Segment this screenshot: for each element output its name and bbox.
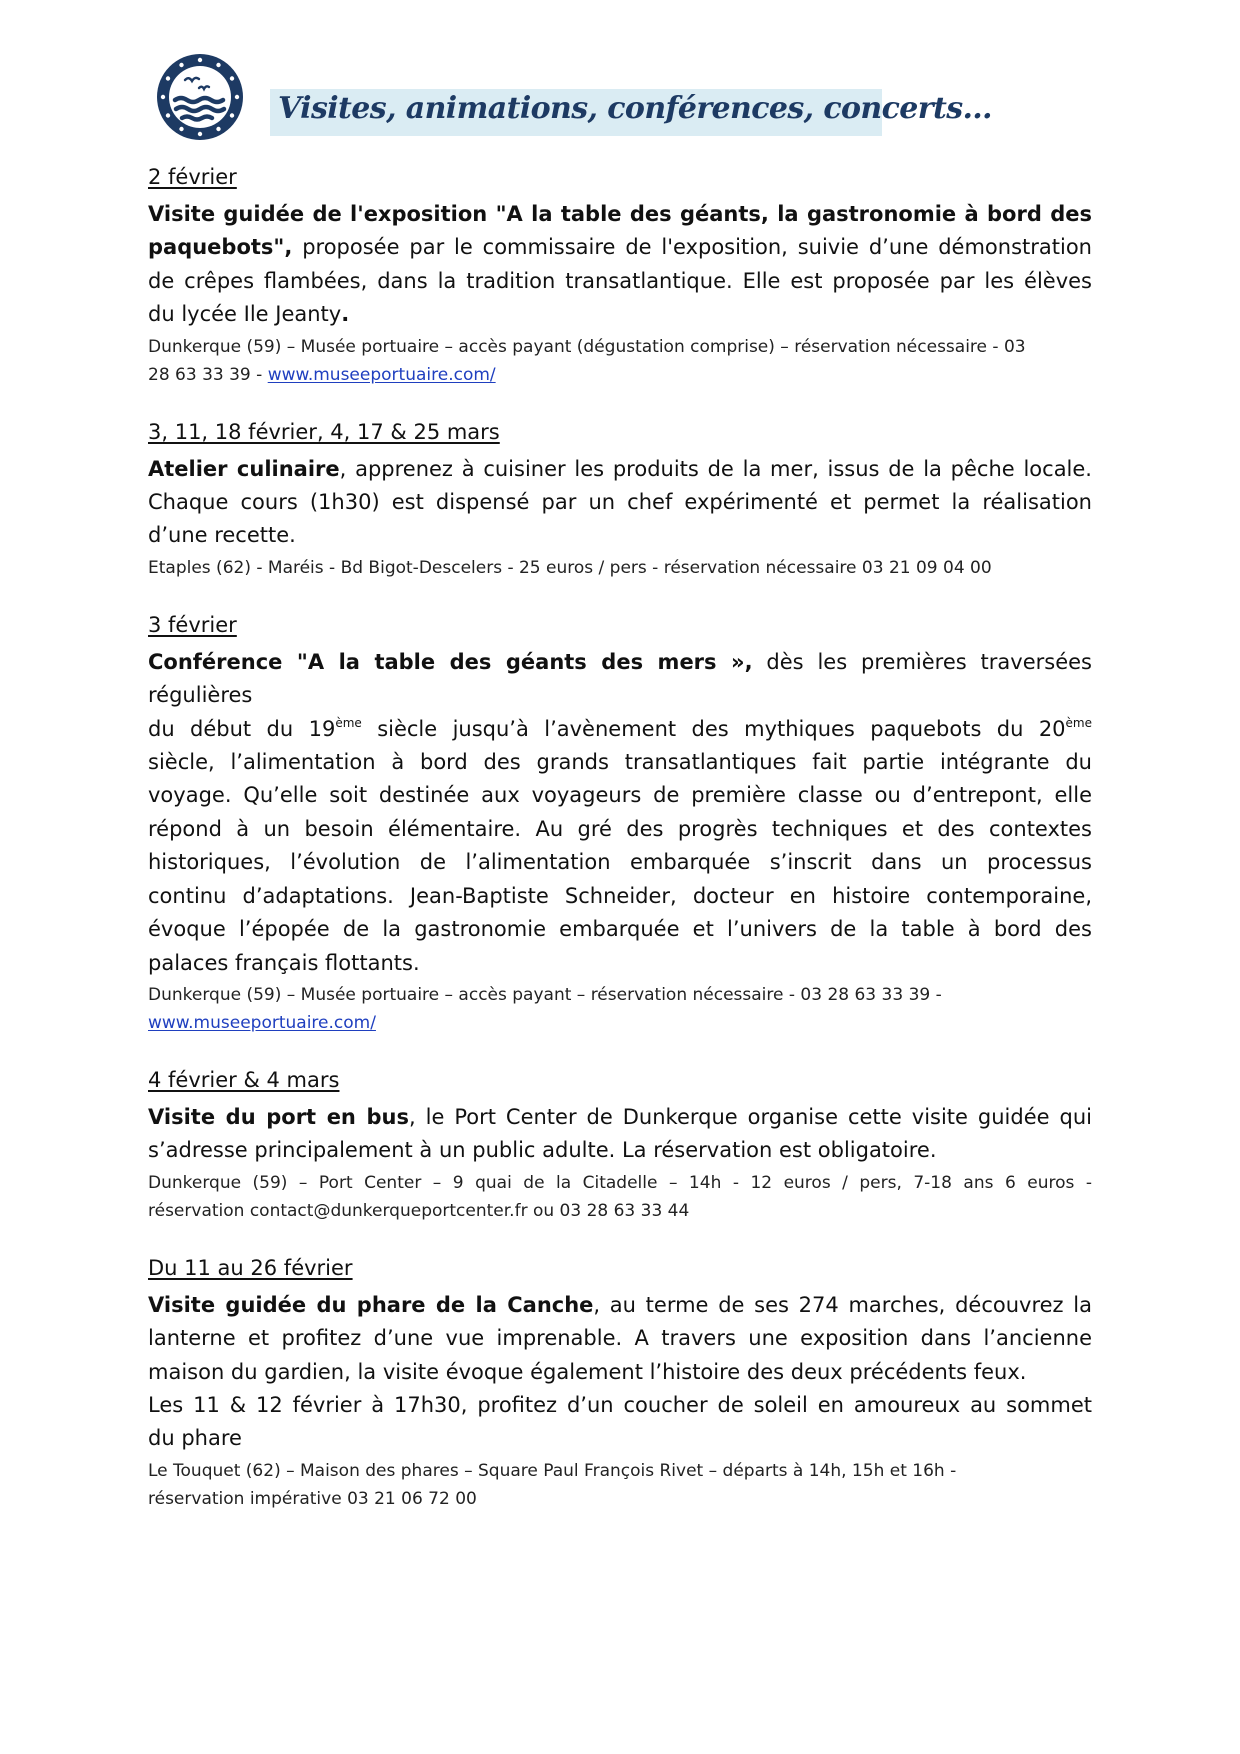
description-line (148, 880, 1092, 913)
description-line (148, 646, 1092, 713)
event-date: 2 février (148, 165, 237, 189)
event-title: Atelier culinaire (148, 456, 340, 481)
description-line (148, 746, 1092, 779)
description-text: Chaque cours (1h30) est dispensé par un chef expérimenté et permet la réalisation (148, 490, 1092, 515)
description-line (148, 713, 1092, 746)
description-line (148, 1422, 1092, 1455)
description-text: s’adresse principalement à un public adulte. La réservation est obligatoire. (148, 1138, 937, 1163)
porthole-logo-icon (155, 52, 245, 142)
superscript: ème (1065, 715, 1093, 730)
location-text: réservation impérative 03 21 06 72 00 (148, 1488, 477, 1509)
event-location-info (148, 1198, 1092, 1224)
section-spacer (148, 581, 1092, 608)
website-link[interactable]: www.museeportuaire.com/ (267, 364, 496, 385)
event-location-info (148, 1170, 1092, 1196)
description-text: de crêpes flambées, dans la tradition transatlantique. Elle est proposée par les élèves (148, 268, 1092, 293)
description-line (148, 913, 1092, 946)
description-line (148, 846, 1092, 879)
event-title: Visite guidée du phare de la Canche (148, 1292, 594, 1317)
description-text: siècle, l’alimentation à bord des grands transatlantiques fait partie intégrante du (148, 750, 1092, 775)
description-text: du phare (148, 1426, 242, 1451)
event-item (148, 1251, 1092, 1512)
description-text: du début du 19 (148, 716, 336, 741)
description-text: proposée par le commissaire de l'exposition, suivie d’une démonstration (292, 235, 1092, 260)
superscript: ème (335, 715, 362, 730)
section-spacer (148, 388, 1092, 415)
location-text: 28 63 33 39 - (148, 364, 268, 385)
description-text: siècle jusqu’à l’avènement des mythiques paquebots du 20 (361, 716, 1066, 741)
event-item (148, 160, 1092, 388)
description-text: Les 11 & 12 février à 17h30, profitez d’un coucher de soleil en amoureux au sommet (148, 1392, 1092, 1417)
event-description (148, 1101, 1092, 1168)
event-date: Du 11 au 26 février (148, 1255, 353, 1280)
event-location-info (148, 555, 1092, 581)
event-location-info (148, 362, 1092, 388)
events-list (148, 160, 1092, 1512)
description-line (148, 1134, 1092, 1167)
event-title: . (341, 302, 350, 327)
location-text: Etaples (62) - Maréis - Bd Bigot-Descelers - 25 euros / pers - réservation nécessaire 03 21 09 04 00 (148, 557, 992, 578)
location-text: Dunkerque (59) – Musée portuaire – accès payant – réservation nécessaire - 03 28 63 33 39 - (148, 984, 942, 1005)
description-text: d’une recette. (148, 523, 296, 548)
event-date: 4 février & 4 mars (148, 1067, 340, 1092)
description-line (148, 1356, 1092, 1389)
description-line (148, 1322, 1092, 1355)
location-text: réservation contact@dunkerqueportcenter.fr ou 03 28 63 33 44 (148, 1200, 690, 1221)
location-text: Dunkerque (59) – Port Center – 9 quai de la Citadelle – 14h - 12 euros / pers, 7-18 ans 6 euros - (148, 1172, 1092, 1193)
description-text: palaces français flottants. (148, 950, 420, 975)
description-text: lanterne et profitez d’une vue imprenable. A travers une exposition dans l’ancienne (148, 1326, 1092, 1351)
description-line (148, 1289, 1092, 1322)
description-text: dès les premières traversées régulières (148, 649, 1092, 708)
location-text: Le Touquet (62) – Maison des phares – Square Paul François Rivet – départs à 14h, 15h et 16h - (148, 1460, 957, 1481)
banner-title: Visites, animations, conférences, concerts… (278, 91, 992, 126)
event-title: Visite guidée de l'exposition "A la table des géants, la gastronomie à bord des (148, 202, 1092, 226)
description-text: , au terme de ses 274 marches, découvrez la (593, 1292, 1092, 1317)
description-text: continu d’adaptations. Jean-Baptiste Schneider, docteur en histoire contemporaine, (148, 883, 1092, 908)
event-date: 3, 11, 18 février, 4, 17 & 25 mars (148, 419, 500, 444)
event-item (148, 415, 1092, 581)
description-text: voyage. Qu’elle soit destinée aux voyageurs de première classe ou d’entrepont, elle (148, 783, 1092, 808)
event-title: Conférence "A la table des géants des mers », (148, 649, 753, 674)
description-text: répond à un besoin élémentaire. Au gré des progrès techniques et des contextes (148, 816, 1092, 841)
description-text: historiques, l’évolution de l’alimentation embarquée s’inscrit dans un processus (148, 850, 1092, 875)
event-description (148, 198, 1092, 332)
event-description (148, 453, 1092, 553)
event-description (148, 1289, 1092, 1456)
description-text: , apprenez à cuisiner les produits de la mer, issus de la pêche locale. (339, 456, 1092, 481)
description-line (148, 453, 1092, 486)
header-banner (270, 89, 992, 136)
description-line (148, 298, 1092, 331)
event-location-info (148, 334, 1092, 360)
description-line (148, 265, 1092, 298)
description-line (148, 519, 1092, 552)
description-text: maison du gardien, la visite évoque également l’histoire des deux précédents feux. (148, 1359, 1027, 1384)
description-line (148, 231, 1092, 264)
section-spacer (148, 1036, 1092, 1063)
description-line (148, 1389, 1092, 1422)
event-title: Visite du port en bus (148, 1104, 409, 1129)
event-date: 3 février (148, 612, 237, 637)
description-line (148, 779, 1092, 812)
description-text: , le Port Center de Dunkerque organise cette visite guidée qui (408, 1104, 1092, 1129)
location-text: Dunkerque (59) – Musée portuaire – accès payant (dégustation comprise) – réservation nécessaire - 03 (148, 336, 1026, 357)
description-text: du lycée Ile Jeanty (148, 302, 342, 327)
event-title: paquebots", (148, 235, 293, 260)
description-line (148, 198, 1092, 231)
description-line (148, 813, 1092, 846)
porthole-seagulls-waves-icon (155, 52, 245, 142)
event-item (148, 608, 1092, 1036)
event-location-info (148, 982, 1092, 1008)
description-text: évoque l’épopée de la gastronomie embarquée et l’univers de la table à bord des (148, 917, 1092, 942)
description-line (148, 947, 1092, 980)
description-line (148, 1101, 1092, 1134)
event-location-info (148, 1010, 1092, 1036)
website-link[interactable]: www.museeportuaire.com/ (148, 1012, 376, 1033)
event-location-info (148, 1486, 1092, 1512)
event-description (148, 646, 1092, 980)
event-item (148, 1063, 1092, 1224)
description-line (148, 486, 1092, 519)
event-location-info (148, 1458, 1092, 1484)
section-spacer (148, 1224, 1092, 1251)
